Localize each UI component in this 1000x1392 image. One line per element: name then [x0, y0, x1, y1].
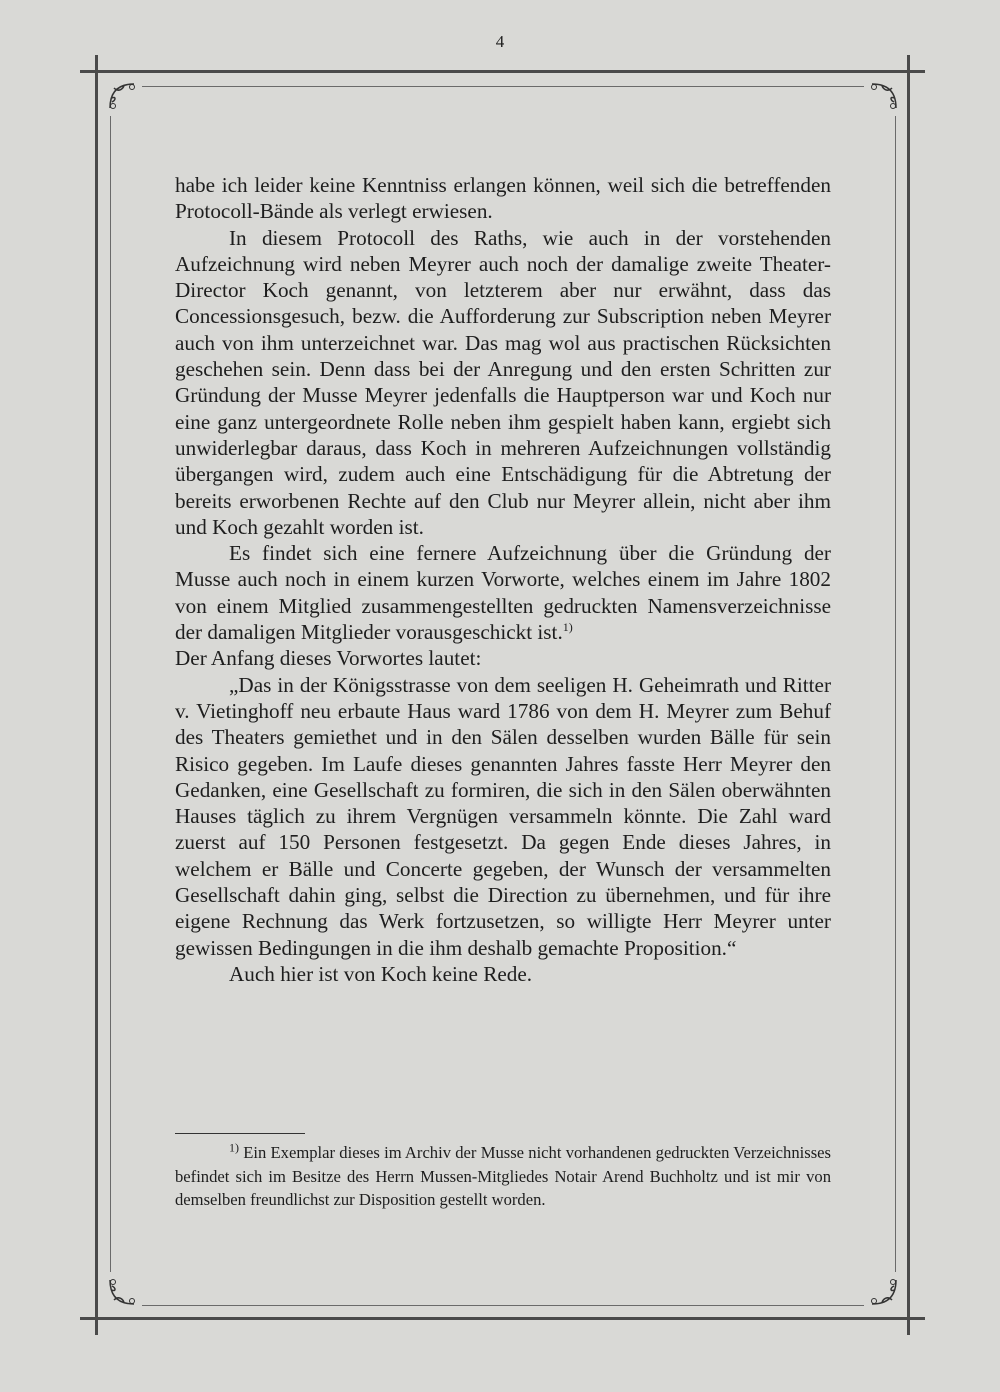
body-text — [175, 172, 831, 987]
page-number: 4 — [495, 32, 505, 51]
footnote — [175, 1141, 831, 1212]
paragraph-conclusion: Auch hier ist von Koch keine Rede. — [229, 961, 533, 986]
paragraph-preface-intro: Der Anfang dieses Vorwortes lautet: — [175, 646, 482, 671]
paragraph-further-record-text: Es findet sich eine fernere Aufzeichnung über die Gründung der Musse auch noch in einem kurzen Vorworte, welches einem im Jahre 1802 von einem Mitglied zusammengestellten gedruckten Namensverzeichnisse der damaligen Mitglieder vorausgeschickt ist. — [175, 541, 831, 645]
paragraph-further-record — [175, 540, 831, 645]
footnote-marker: 1) — [229, 1140, 239, 1155]
paragraph-quotation: „Das in der Königsstrasse von dem seeligen H. Geheimrath und Ritter v. Vietinghoff neu erbaute Haus ward 1786 von dem H. Meyrer zum Behuf des Theaters gemiethet und in den Sälen desselben wurden Bälle für sein Risico gegeben. Im Laufe dieses genannten Jahres fasste Herr Meyrer den Gedanken, eine Gesellschaft zu formiren, die sich in den Sälen oberwähnten Hauses täglich zu ihrem Vergnügen versammeln könnte. Die Zahl ward zuerst auf 150 Personen festgesetzt. Da gegen Ende dieses Jahres, in welchem er Bälle und Concerte gegeben, der Wunsch der versammelten Gesellschaft dahin ging, selbst die Direction zu übernehmen, und für ihre eigene Rechnung das Werk fortzusetzen, so willigte Herr Meyrer unter gewissen Bedingungen in die ihm deshalb gemachte Proposition.“ — [175, 672, 831, 960]
footnote-divider — [175, 1133, 305, 1134]
ornament-top-right-icon — [864, 76, 904, 116]
footnote-text: Ein Exemplar dieses im Archiv der Musse nicht vorhandenen gedruckten Verzeichnisses befindet sich im Besitze des Herrn Mussen-Mitgliedes Notair Arend Buchholtz und ist mir von demselben freundlichst zur Disposition gestellt worden. — [175, 1143, 831, 1209]
paragraph-continuation: habe ich leider keine Kenntniss erlangen können, weil sich die betreffenden Protocoll-Bände als verlegt erwiesen. — [175, 173, 831, 224]
ornament-top-left-icon — [102, 76, 142, 116]
paragraph-protocol: In diesem Protocoll des Raths, wie auch in der vorstehenden Aufzeichnung wird neben Meyrer auch noch der damalige zweite Theater-Director Koch genannt, von letzterem aber nur erwähnt, dass das Concessionsgesuch, bezw. die Aufforderung zur Subscription neben Meyrer auch von ihm unterzeichnet war. Das mag wol aus practischen Rücksichten geschehen sein. Denn dass bei der Anregung und den ersten Schritten zur Gründung der Musse Meyrer jedenfalls die Hauptperson war und Koch nur eine ganz untergeordnete Rolle neben ihm gespielt haben kann, ergiebt sich unwiderlegbar daraus, dass Koch in mehreren Aufzeichnungen vollständig übergangen wird, zudem auch eine Entschädigung für die Abtretung der bereits erworbenen Rechte auf den Club nur Meyrer allein, nicht aber ihm und Koch gezahlt worden ist. — [175, 225, 831, 539]
footnote-reference: 1) — [562, 619, 573, 634]
ornament-bottom-left-icon — [102, 1272, 142, 1312]
ornament-bottom-right-icon — [864, 1272, 904, 1312]
